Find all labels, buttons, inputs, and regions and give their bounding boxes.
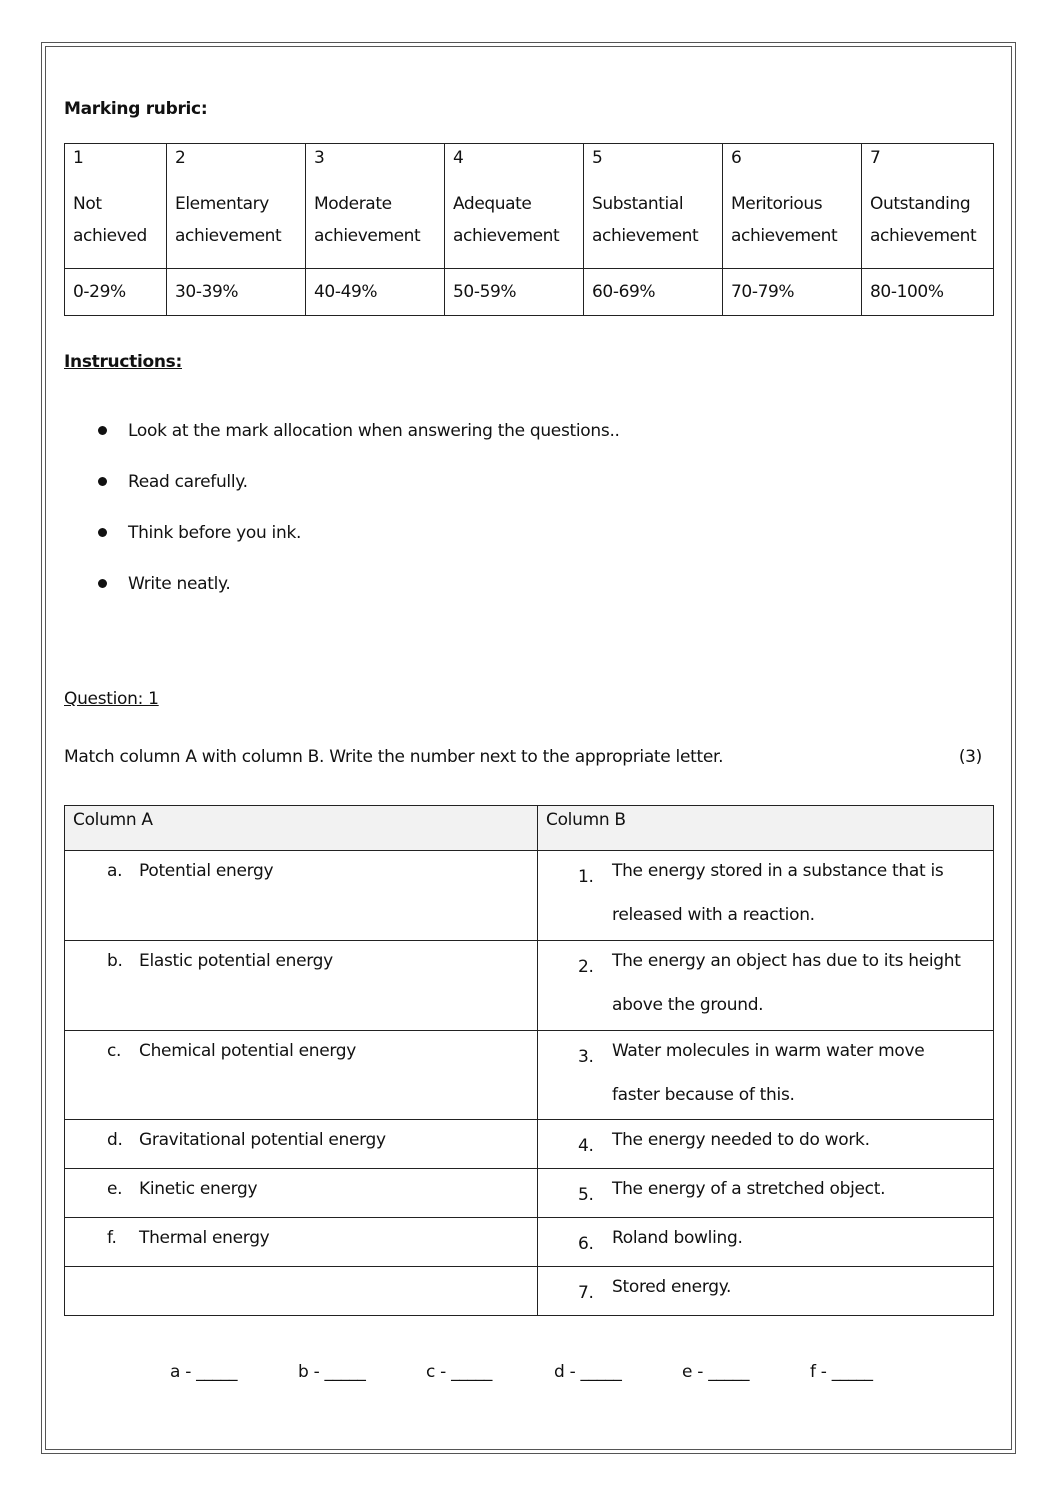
- column-a-cell: [65, 1267, 538, 1316]
- column-b-marker: 1.: [578, 867, 594, 887]
- list-item: [96, 567, 620, 618]
- column-b-text: The energy needed to do work.: [612, 1130, 870, 1150]
- column-a-marker: e.: [107, 1179, 123, 1199]
- matching-table: [64, 805, 994, 1316]
- column-a-cell: [65, 851, 538, 941]
- table-row: [65, 851, 994, 941]
- column-b-text: Stored energy.: [612, 1277, 732, 1297]
- column-a-cell: [65, 1218, 538, 1267]
- rubric-desc-line1: Meritorious: [731, 194, 823, 214]
- rubric-desc-line2: achievement: [175, 226, 282, 246]
- question-prompt-text: Match column A with column B. Write the number next to the appropriate letter.: [64, 747, 724, 767]
- column-b-text: Roland bowling.: [612, 1228, 743, 1248]
- rubric-desc-line2: achievement: [453, 226, 560, 246]
- rubric-desc-line1: Elementary: [175, 194, 269, 214]
- list-item: [96, 414, 620, 465]
- rubric-table: [64, 143, 994, 316]
- column-b-cell: [538, 851, 994, 941]
- column-a-header: [65, 806, 538, 851]
- rubric-desc-line1: Moderate: [314, 194, 392, 214]
- column-a-marker: b.: [107, 951, 123, 971]
- column-b-marker: 2.: [578, 957, 594, 977]
- rubric-level: 2: [175, 148, 186, 168]
- bullet-icon: [98, 426, 107, 435]
- column-b-cell: [538, 1169, 994, 1218]
- answer-blank-f[interactable]: f - _____: [810, 1362, 873, 1382]
- rubric-level-row: [65, 144, 994, 269]
- rubric-range: 0-29%: [65, 269, 167, 316]
- rubric-desc-line1: Adequate: [453, 194, 532, 214]
- rubric-cell: [306, 144, 445, 269]
- instruction-text: Write neatly.: [128, 574, 231, 594]
- rubric-desc-line2: achievement: [314, 226, 421, 246]
- table-row: [65, 1031, 994, 1120]
- column-b-text: Water molecules in warm water move faster because of this.: [612, 1041, 925, 1105]
- column-a-marker: a.: [107, 861, 123, 881]
- rubric-cell: [584, 144, 723, 269]
- column-b-marker: 3.: [578, 1047, 594, 1067]
- rubric-level: 7: [870, 148, 881, 168]
- column-a-marker: c.: [107, 1041, 122, 1061]
- rubric-cell: [167, 144, 306, 269]
- column-a-cell: [65, 1120, 538, 1169]
- instruction-text: Look at the mark allocation when answering the questions..: [128, 421, 620, 441]
- column-a-cell: [65, 941, 538, 1031]
- rubric-range-row: [65, 269, 994, 316]
- bullet-icon: [98, 579, 107, 588]
- answer-blank-e[interactable]: e - _____: [682, 1362, 750, 1382]
- column-b-cell: [538, 1218, 994, 1267]
- column-a-text: Thermal energy: [139, 1228, 270, 1248]
- list-item: [96, 516, 620, 567]
- rubric-level: 1: [73, 148, 84, 168]
- rubric-range: 30-39%: [167, 269, 306, 316]
- question-title: Question: 1: [64, 689, 159, 709]
- column-a-text: Kinetic energy: [139, 1179, 258, 1199]
- column-a-cell: [65, 1031, 538, 1120]
- column-b-marker: 4.: [578, 1136, 594, 1156]
- column-b-text: The energy stored in a substance that is released with a reaction.: [612, 861, 944, 925]
- column-b-cell: [538, 1267, 994, 1316]
- bullet-icon: [98, 528, 107, 537]
- instructions-heading: Instructions:: [64, 352, 182, 372]
- answer-blank-a[interactable]: a - _____: [170, 1362, 238, 1382]
- rubric-range: 50-59%: [445, 269, 584, 316]
- rubric-desc-line1: Outstanding: [870, 194, 971, 214]
- question-marks: (3): [958, 747, 982, 767]
- question-prompt: [64, 747, 982, 767]
- column-a-header-text: Column A: [73, 810, 153, 830]
- rubric-cell: [862, 144, 994, 269]
- rubric-range: 60-69%: [584, 269, 723, 316]
- rubric-desc-line2: achieved: [73, 226, 147, 246]
- rubric-heading: Marking rubric:: [64, 99, 208, 119]
- column-b-text: The energy an object has due to its height above the ground.: [612, 951, 961, 1015]
- table-row: [65, 941, 994, 1031]
- table-row: [65, 1218, 994, 1267]
- column-a-text: Elastic potential energy: [139, 951, 333, 971]
- instruction-text: Think before you ink.: [128, 523, 302, 543]
- rubric-desc-line2: achievement: [870, 226, 977, 246]
- rubric-range: 40-49%: [306, 269, 445, 316]
- column-a-text: Chemical potential energy: [139, 1041, 357, 1061]
- rubric-cell: [65, 144, 167, 269]
- column-b-cell: [538, 941, 994, 1031]
- rubric-level: 4: [453, 148, 464, 168]
- rubric-desc-line2: achievement: [731, 226, 838, 246]
- column-a-marker: f.: [107, 1228, 117, 1248]
- table-row: [65, 1169, 994, 1218]
- rubric-level: 5: [592, 148, 603, 168]
- column-b-cell: [538, 1031, 994, 1120]
- rubric-desc-line1: Not: [73, 194, 102, 214]
- list-item: [96, 465, 620, 516]
- table-header-row: [65, 806, 994, 851]
- column-b-text: The energy of a stretched object.: [612, 1179, 886, 1199]
- rubric-desc-line1: Substantial: [592, 194, 684, 214]
- rubric-range: 70-79%: [723, 269, 862, 316]
- column-a-cell: [65, 1169, 538, 1218]
- rubric-desc-line2: achievement: [592, 226, 699, 246]
- answer-blank-b[interactable]: b - _____: [298, 1362, 366, 1382]
- rubric-cell: [723, 144, 862, 269]
- column-b-marker: 5.: [578, 1185, 594, 1205]
- rubric-range: 80-100%: [862, 269, 994, 316]
- column-a-text: Gravitational potential energy: [139, 1130, 386, 1150]
- answer-blank-d[interactable]: d - _____: [554, 1362, 622, 1382]
- table-row: [65, 1267, 994, 1316]
- column-a-text: Potential energy: [139, 861, 274, 881]
- column-b-marker: 7.: [578, 1283, 594, 1303]
- instruction-text: Read carefully.: [128, 472, 248, 492]
- column-b-header-text: Column B: [546, 810, 626, 830]
- answer-blank-c[interactable]: c - _____: [426, 1362, 493, 1382]
- column-b-marker: 6.: [578, 1234, 594, 1254]
- rubric-level: 6: [731, 148, 742, 168]
- instructions-list: [96, 414, 620, 618]
- column-b-cell: [538, 1120, 994, 1169]
- column-b-header: [538, 806, 994, 851]
- rubric-cell: [445, 144, 584, 269]
- rubric-level: 3: [314, 148, 325, 168]
- bullet-icon: [98, 477, 107, 486]
- table-row: [65, 1120, 994, 1169]
- column-a-marker: d.: [107, 1130, 123, 1150]
